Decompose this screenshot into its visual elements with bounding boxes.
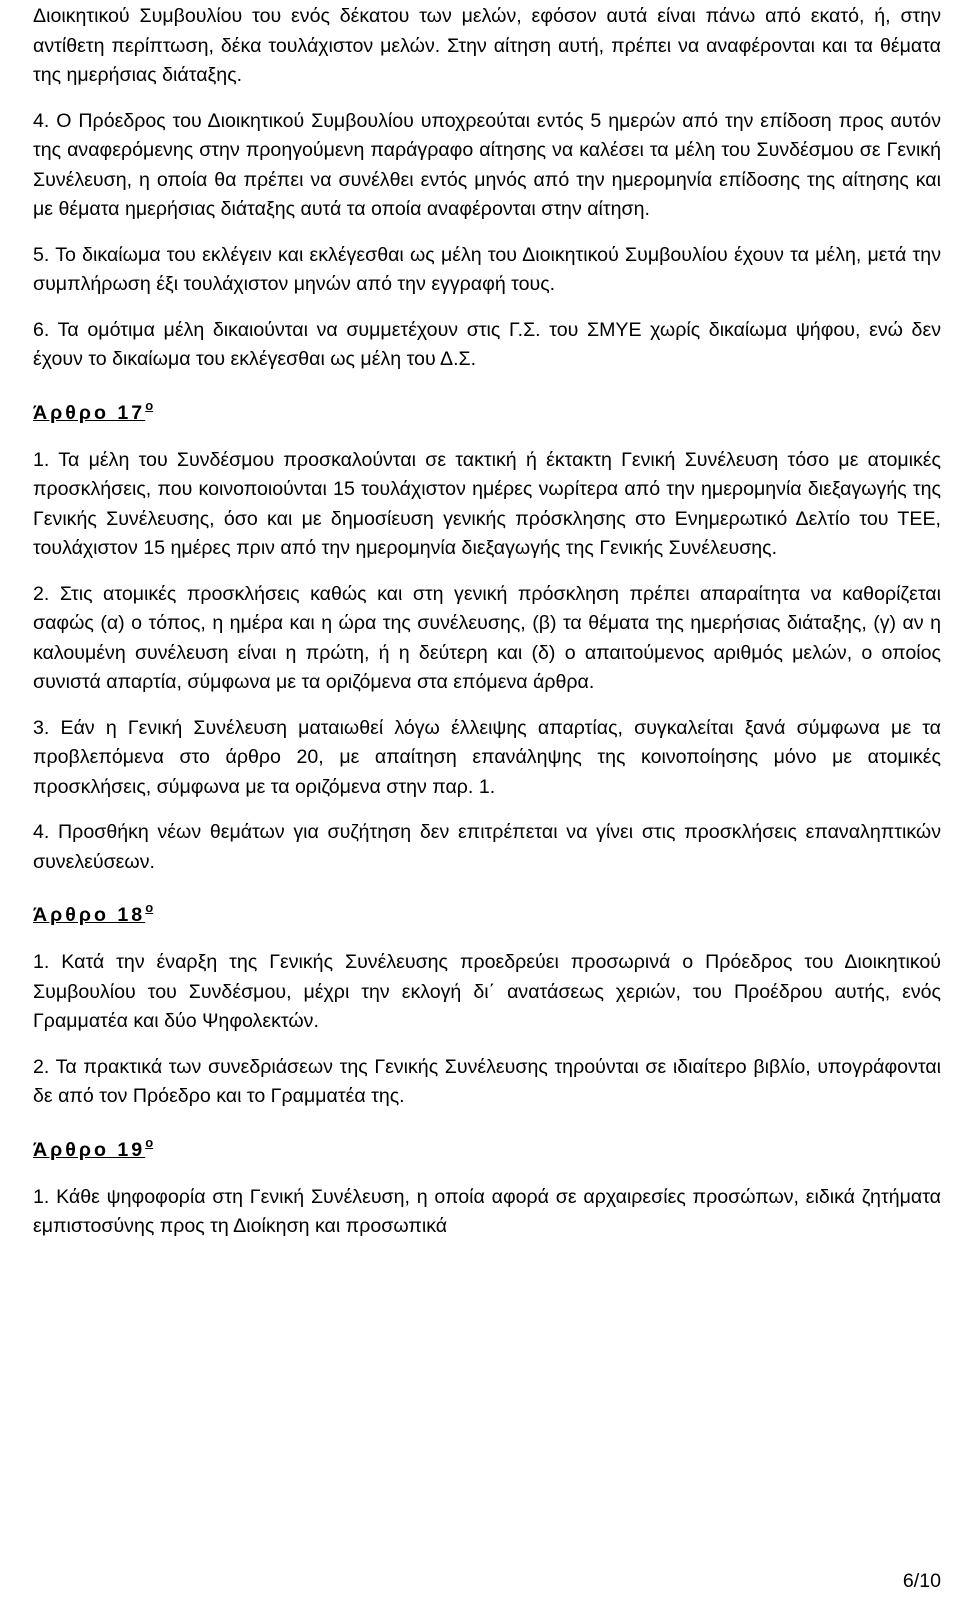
article-17-ordinal: ο [145, 397, 154, 413]
article-17-heading [33, 393, 941, 426]
article-19-title: Άρθρο 19 [33, 1138, 146, 1161]
article-17-paragraph-4: 4. Προσθήκη νέων θεμάτων για συζήτηση δεν επιτρέπεται να γίνει στις προσκλήσεις επαναληπτικών συνελεύσεων. [33, 821, 941, 873]
article-17-paragraph-1: 1. Τα μέλη του Συνδέσμου προσκαλούνται σε τακτική ή έκτακτη Γενική Συνέλευση τόσο με ατομικές προσκλήσεις, που κοινοποιούνται 15 τουλάχιστον ημέρες νωρίτερα από την ημερομηνία διεξαγωγής της Γενικής Συνέλευσης, όσο και με δημοσίευση γενικής πρόσκλησης στο Ενημερωτικό Δελτίο του ΤΕΕ, τουλάχιστον 15 ημέρες πριν από την ημερομηνία διεξαγωγής της Γενικής Συνέλευσης. [33, 448, 941, 559]
continuation-paragraph: Διοικητικού Συμβουλίου του ενός δέκατου των μελών, εφόσον αυτά είναι πάνω από εκατό, ή, στην αντίθετη περίπτωση, δέκα τουλάχιστον μελών. Στην αίτηση αυτή, πρέπει να αναφέρονται και τα θέματα της ημερήσιας διάταξης. [33, 5, 941, 86]
paragraph-4: 4. Ο Πρόεδρος του Διοικητικού Συμβουλίου υποχρεούται εντός 5 ημερών από την επίδοση προς αυτόν της αναφερόμενης στην προηγούμενη παράγραφο αίτησης να καλέσει τα μέλη του Συνδέσμου σε Γενική Συνέλευση, η οποία θα πρέπει να συνέλθει εντός μηνός από την ημερομηνία επίδοσης της αίτησης και με θέματα ημερήσιας διάταξης αυτά τα οποία αναφέρονται στην αίτηση. [33, 109, 941, 220]
article-18-title: Άρθρο 18 [33, 904, 146, 926]
article-19-paragraph-1: 1. Κάθε ψηφοφορία στη Γενική Συνέλευση, η οποία αφορά σε αρχαιρεσίες προσώπων, ειδικά ζητήματα εμπιστοσύνης προς τη Διοίκηση και προσωπικά [33, 1185, 941, 1237]
article-18-paragraph-2: 2. Τα πρακτικά των συνεδριάσεων της Γενικής Συνέλευσης τηρούνται σε ιδιαίτερο βιβλίο, υπογράφονται δε από τον Πρόεδρο και το Γραμματέα της. [33, 1055, 941, 1107]
article-17-title: Άρθρο 17 [33, 401, 146, 424]
page-number: 6/10 [902, 1570, 941, 1592]
article-18-heading [33, 895, 941, 928]
article-19-ordinal: ο [145, 1134, 154, 1150]
article-17-paragraph-2: 2. Στις ατομικές προσκλήσεις καθώς και στη γενική πρόσκληση πρέπει απαραίτητα να καθορίζεται σαφώς (α) ο τόπος, η ημέρα και η ώρα της συνέλευσης, (β) τα θέματα της ημερήσιας διάταξης, (γ) αν η καλουμένη συνέλευση είναι η πρώτη, ή η δεύτερη και (δ) ο απαιτούμενος αριθμός μελών, ο οποίος συνιστά απαρτία, σύμφωνα με τα οριζόμενα στα επόμενα άρθρα. [33, 582, 941, 693]
paragraph-5: 5. Το δικαίωμα του εκλέγειν και εκλέγεσθαι ως μέλη του Διοικητικού Συμβουλίου έχουν τα μέλη, μετά την συμπλήρωση έξι τουλάχιστον μηνών από την εγγραφή τους. [33, 243, 941, 295]
document-page [33, 2, 941, 1242]
article-19-heading [33, 1130, 941, 1163]
paragraph-6: 6. Τα ομότιμα μέλη δικαιούνται να συμμετέχουν στις Γ.Σ. του ΣΜΥΕ χωρίς δικαίωμα ψήφου, ενώ δεν έχουν το δικαίωμα του εκλέγεσθαι ως μέλη του Δ.Σ. [33, 318, 941, 370]
article-18-ordinal: ο [145, 900, 154, 915]
article-17-paragraph-3: 3. Εάν η Γενική Συνέλευση ματαιωθεί λόγω έλλειψης απαρτίας, συγκαλείται ξανά σύμφωνα με τα προβλεπόμενα στο άρθρο 20, με απαίτηση επανάληψης της κοινοποίησης μόνο με ατομικές προσκλήσεις, σύμφωνα με τα οριζόμενα στην παρ. 1. [33, 716, 941, 798]
article-18-paragraph-1: 1. Κατά την έναρξη της Γενικής Συνέλευσης προεδρεύει προσωρινά ο Πρόεδρος του Διοικητικού Συμβουλίου του Συνδέσμου, μέχρι την εκλογή δι΄ ανατάσεως χεριών, του Προέδρου αυτής, ενός Γραμματέα και δύο Ψηφολεκτών. [33, 951, 941, 1032]
